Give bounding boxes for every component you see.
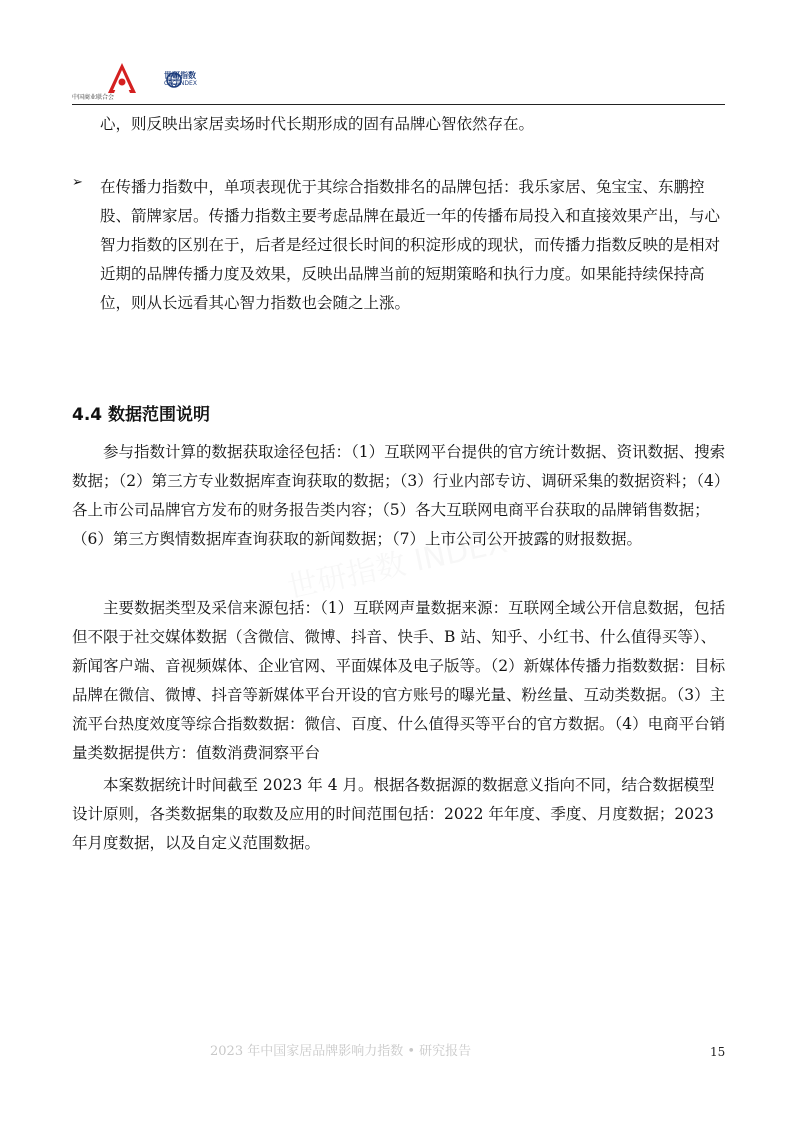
bullet-paragraph: 在传播力指数中，单项表现优于其综合指数排名的品牌包括：我乐家居、兔宝宝、东鹏控股、箭牌家居。传播力指数主要考虑品牌在最近一年的传播布局投入和直接效果产出，与心智力指数的区别在于，后者是经过很长时间的积淀形成的现状，而传播力指数反映的是相对近期的品牌传播力度及效果，反映出品牌当前的短期策略和执行力度。如果能持续保持高位，则从长远看其心智力指数也会随之上涨。 — [100, 178, 721, 312]
page-number: 15 — [710, 1045, 726, 1059]
logo1-caption: 中国商业联合会 — [72, 94, 115, 101]
data-sources-paragraph: 参与指数计算的数据获取途径包括：（1）互联网平台提供的官方统计数据、资讯数据、搜索数据；（2）第三方专业数据库查询获取的数据；（3）行业内部专访、调研采集的数据资料；（4）各上市公司品牌官方发布的财务报告类内容；（5）各大互联网电商平台获取的品牌销售数据；（6）第三方舆情数据库查询获取的新闻数据；（7）上市公司公开披露的财报数据。 — [72, 443, 726, 548]
header-divider — [72, 104, 725, 105]
time-range-paragraph: 本案数据统计时间截至 2023 年 4 月。根据各数据源的数据意义指向不同，结合数据模型设计原则，各类数据集的取数及应用的时间范围包括：2022 年年度、季度、月度数据；2023 年月度数据，以及自定义范围数据。 — [72, 776, 715, 852]
data-types-paragraph: 主要数据类型及采信来源包括：（1）互联网声量数据来源：互联网全域公开信息数据，包括但不限于社交媒体数据（含微信、微博、抖音、快手、B 站、知乎、小红书、什么值得买等）、新闻客户端、音视频媒体、企业官网、平面媒体及电子版等。（2）新媒体传播力指数数据：目标品牌在微信、微博、抖音等新媒体平台开设的官方账号的曝光量、粉丝量、互动类数据。（3）主流平台热度效度等综合指数数据：微信、百度、什么值得买等平台的官方数据。（4）电商平台销量类数据提供方：值数消费洞察平台 — [72, 599, 726, 762]
logo2-title: 世研指数 — [164, 71, 196, 80]
bullet-arrow-icon: ➢ — [72, 175, 83, 190]
page-header — [72, 60, 722, 104]
footer-report-title: 2023 年中国家居品牌影响力指数 • 研究报告 — [210, 1044, 472, 1059]
continuation-paragraph: 心，则反映出家居卖场时代长期形成的固有品牌心智依然存在。 — [100, 115, 535, 133]
logo2-subtitle: CRC INDEX — [164, 80, 197, 87]
section-title: 4.4 数据范围说明 — [72, 405, 211, 425]
